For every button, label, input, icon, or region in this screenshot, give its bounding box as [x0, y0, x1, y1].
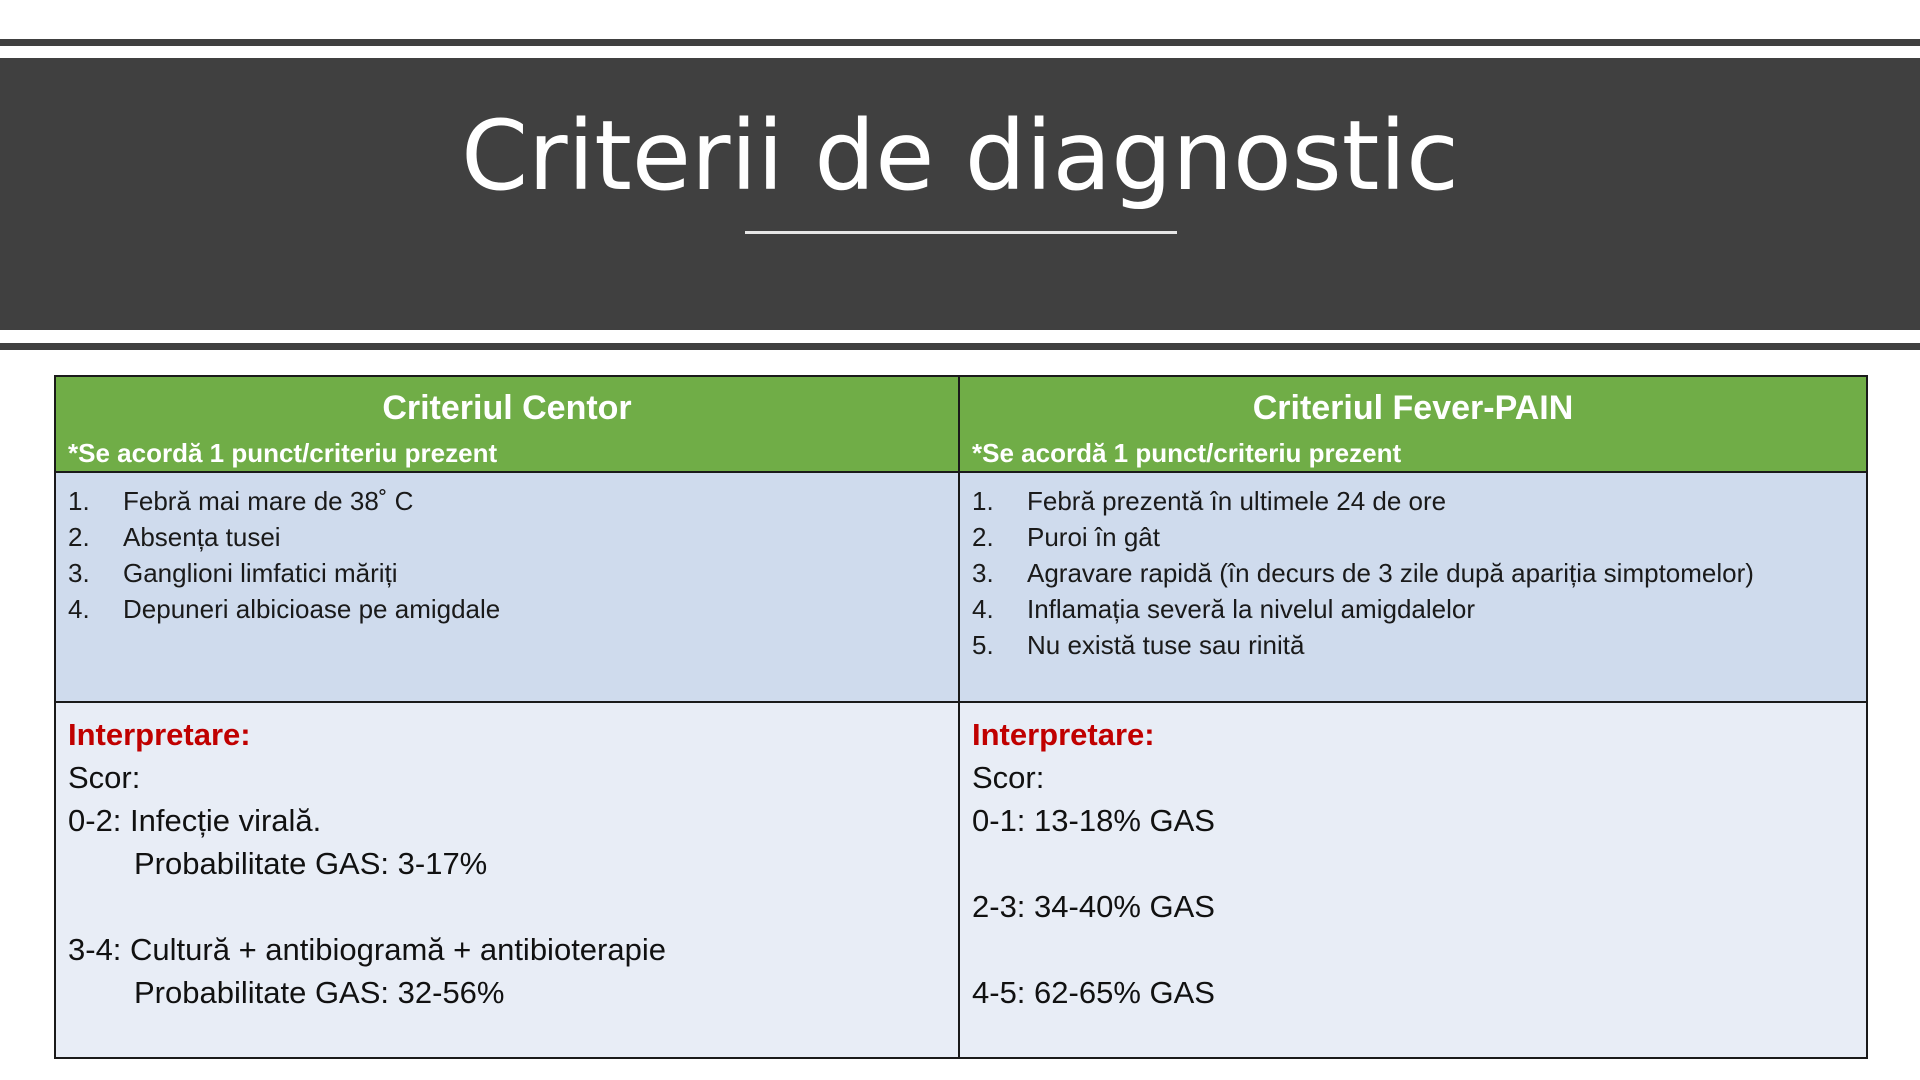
centor-criteria-list: [56, 483, 958, 627]
list-text: Absența tusei: [123, 522, 281, 552]
feverpain-criteria-list: [960, 483, 1866, 663]
centor-title: Criteriul Centor: [382, 389, 632, 427]
list-item: [972, 483, 1866, 519]
score-line: 0-1: 13-18% GAS: [972, 803, 1215, 838]
slide-title: Criterii de diagnostic: [461, 100, 1459, 212]
bottom-rule: [0, 343, 1920, 350]
list-item: [68, 591, 958, 627]
list-text: Agravare rapidă (în decurs de 3 zile după apariția simptomelor): [1027, 558, 1754, 588]
title-underline: [745, 231, 1177, 234]
probability-line: Probabilitate GAS: 32-56%: [134, 975, 505, 1010]
feverpain-title: Criteriul Fever-PAIN: [1252, 389, 1574, 427]
feverpain-note: *Se acordă 1 punct/criteriu prezent: [972, 438, 1402, 468]
list-item: [68, 483, 958, 519]
list-number: 4.: [972, 594, 994, 624]
interpretation-label: Interpretare:: [68, 717, 251, 752]
list-text: Febră prezentă în ultimele 24 de ore: [1027, 486, 1447, 516]
spacer: [972, 928, 1866, 971]
centor-header: [55, 376, 959, 472]
centor-interpretation-cell: [55, 702, 959, 1058]
list-number: 5.: [972, 630, 994, 660]
list-item: [68, 519, 958, 555]
list-item: [972, 519, 1866, 555]
score-label: Scor:: [972, 760, 1045, 795]
score-line: 2-3: 34-40% GAS: [972, 889, 1215, 924]
score-line: 4-5: 62-65% GAS: [972, 975, 1215, 1010]
feverpain-interpretation-cell: [959, 702, 1867, 1058]
list-number: 3.: [68, 558, 90, 588]
list-number: 4.: [68, 594, 90, 624]
criteria-table: [54, 375, 1868, 1059]
list-item: [68, 555, 958, 591]
interpretation-label: Interpretare:: [972, 717, 1155, 752]
list-text: Puroi în gât: [1027, 522, 1160, 552]
list-text: Nu există tuse sau rinită: [1027, 630, 1305, 660]
list-text: Ganglioni limfatici măriți: [123, 558, 398, 588]
probability-line: Probabilitate GAS: 3-17%: [134, 846, 488, 881]
list-text: Depuneri albicioase pe amigdale: [123, 594, 501, 624]
score-line: 0-2: Infecție virală.: [68, 803, 322, 838]
list-text: Febră mai mare de 38˚ C: [123, 486, 414, 516]
centor-note: *Se acordă 1 punct/criteriu prezent: [68, 438, 498, 468]
list-number: 2.: [68, 522, 90, 552]
list-number: 1.: [972, 486, 994, 516]
list-item: [972, 591, 1866, 627]
centor-interpretation: [56, 703, 958, 1014]
top-rule: [0, 39, 1920, 46]
list-number: 2.: [972, 522, 994, 552]
header-row: [55, 376, 1867, 472]
list-text: Inflamația severă la nivelul amigdalelor: [1027, 594, 1476, 624]
list-item: [972, 555, 1866, 591]
spacer: [68, 885, 958, 928]
spacer: [972, 842, 1866, 885]
list-number: 1.: [68, 486, 90, 516]
feverpain-criteria-cell: [959, 472, 1867, 702]
criteria-row: [55, 472, 1867, 702]
score-line: 3-4: Cultură + antibiogramă + antibioterapie: [68, 932, 666, 967]
list-number: 3.: [972, 558, 994, 588]
centor-criteria-cell: [55, 472, 959, 702]
score-label: Scor:: [68, 760, 141, 795]
feverpain-interpretation: [960, 703, 1866, 1014]
interpretation-row: [55, 702, 1867, 1058]
feverpain-header: [959, 376, 1867, 472]
list-item: [972, 627, 1866, 663]
